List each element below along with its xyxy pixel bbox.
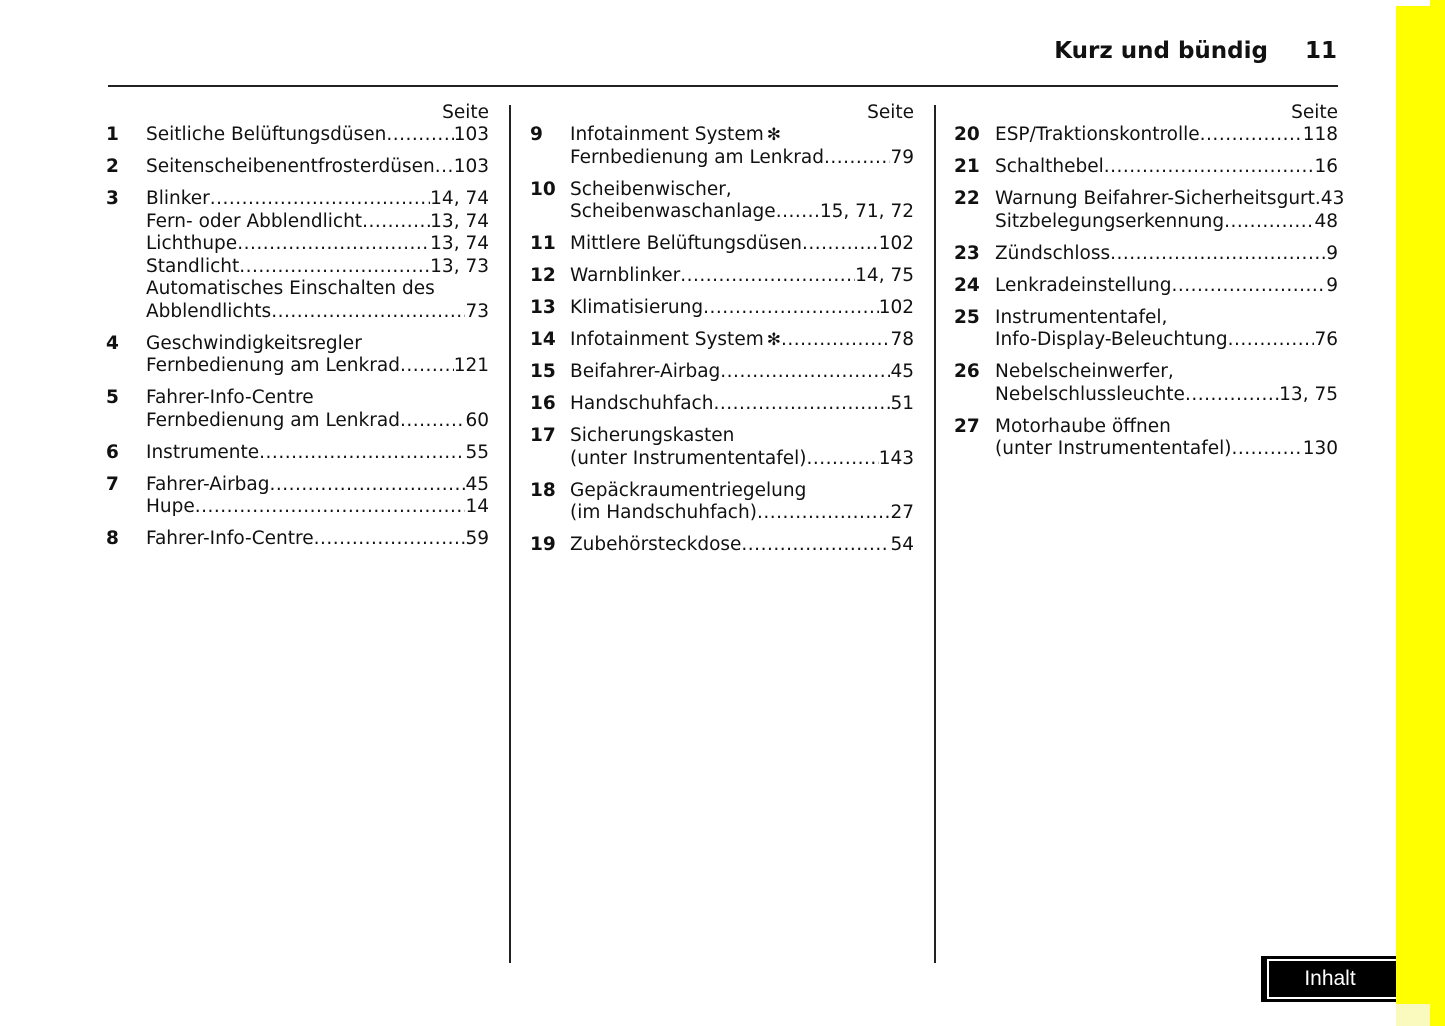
index-entry[interactable] <box>106 528 489 551</box>
entry-label: Seitenscheibenentfrosterdüsen <box>146 156 435 177</box>
entry-line <box>146 333 489 356</box>
entry-line <box>995 438 1338 461</box>
entry-line <box>570 233 914 256</box>
index-entry[interactable] <box>530 393 914 416</box>
entry-label: Abblendlichts <box>146 300 272 322</box>
entry-line <box>570 534 914 557</box>
dot-leader <box>400 410 466 433</box>
entry-label: Nebelscheinwerfer, <box>995 361 1174 382</box>
index-entry[interactable] <box>954 275 1338 298</box>
entry-page-ref[interactable]: 9 <box>1326 274 1338 296</box>
entry-page-ref[interactable]: 54 <box>890 534 914 555</box>
entry-label: ESP/Traktionskontrolle <box>995 124 1200 145</box>
index-entry[interactable] <box>954 124 1338 147</box>
entry-line <box>146 124 489 147</box>
entry-page-ref[interactable]: 13, 75 <box>1279 383 1338 405</box>
entry-page-ref[interactable]: 13, 74 <box>430 210 489 232</box>
entry-label: Zündschloss <box>995 242 1111 264</box>
entry-line <box>146 387 489 410</box>
entry-number: 2 <box>106 156 119 177</box>
entry-page-ref[interactable]: 45 <box>890 361 914 382</box>
entry-page-ref[interactable]: 103 <box>453 124 489 145</box>
dot-leader <box>824 147 891 170</box>
dot-leader <box>386 124 453 147</box>
index-entry[interactable] <box>106 333 489 378</box>
entry-line <box>995 329 1338 352</box>
entry-label: Motorhaube öffnen <box>995 415 1171 437</box>
infotainment-symbol-icon: ✻ <box>766 125 781 145</box>
entry-page-ref[interactable]: 76 <box>1314 329 1338 350</box>
index-entry[interactable] <box>954 416 1338 461</box>
entry-line <box>146 256 489 279</box>
dot-leader <box>271 301 465 324</box>
entry-label: Nebelschlussleuchte <box>995 383 1185 405</box>
entry-number: 19 <box>530 534 556 555</box>
entry-page-ref[interactable]: 143 <box>878 447 914 469</box>
index-entry[interactable] <box>530 297 914 320</box>
entry-page-ref[interactable]: 102 <box>878 233 914 254</box>
dot-leader <box>210 188 430 211</box>
dot-leader <box>757 502 891 525</box>
entry-number: 24 <box>954 274 980 296</box>
entry-number: 22 <box>954 188 980 209</box>
dot-leader <box>314 528 466 551</box>
entry-label: Instrumententafel, <box>995 306 1168 328</box>
entry-page-ref[interactable]: 13, 73 <box>430 255 489 277</box>
header-divider <box>108 85 1338 87</box>
entry-line <box>146 355 489 378</box>
entry-label: Scheibenwaschanlage <box>570 201 776 222</box>
entry-line <box>995 243 1338 266</box>
entry-number: 4 <box>106 332 119 354</box>
dot-leader <box>1104 156 1315 179</box>
entry-number: 11 <box>530 233 556 254</box>
entry-page-ref[interactable]: 27 <box>890 502 914 523</box>
entry-page-ref[interactable]: 45 <box>465 473 489 495</box>
entry-line <box>570 480 914 503</box>
entry-number: 15 <box>530 361 556 382</box>
entry-page-ref[interactable]: 14, 75 <box>855 265 914 286</box>
entry-label: Seitliche Belüftungsdüsen <box>146 124 387 145</box>
entry-label: Warnblinker <box>570 265 681 286</box>
entry-number: 10 <box>530 178 556 200</box>
entry-line <box>146 211 489 234</box>
entry-number: 8 <box>106 528 119 549</box>
entry-page-ref[interactable]: 121 <box>453 355 489 376</box>
entry-label: (unter Instrumententafel) <box>570 447 807 469</box>
entry-page-ref[interactable]: 59 <box>465 528 489 549</box>
dot-leader <box>802 233 879 256</box>
dot-leader <box>239 256 430 279</box>
entry-number: 9 <box>530 124 543 145</box>
dot-leader <box>781 329 890 352</box>
entry-line <box>146 301 489 324</box>
infotainment-symbol-icon: ✻ <box>766 330 781 350</box>
entry-line <box>570 265 914 288</box>
entry-number: 5 <box>106 387 119 408</box>
entry-number: 1 <box>106 124 119 145</box>
entry-number: 23 <box>954 242 980 264</box>
entry-line <box>995 188 1345 211</box>
dot-leader <box>1110 243 1326 266</box>
index-entry[interactable] <box>106 387 489 432</box>
entry-number: 3 <box>106 188 119 209</box>
dot-leader <box>1185 384 1279 407</box>
index-entry[interactable] <box>530 480 914 525</box>
entry-page-ref[interactable]: 102 <box>878 297 914 318</box>
entry-page-ref[interactable]: 43 <box>1320 188 1345 209</box>
entry-line <box>570 124 914 147</box>
entry-label: Hupe <box>146 496 195 517</box>
index-entry[interactable] <box>106 124 489 147</box>
entry-page-ref[interactable]: 13, 74 <box>430 233 489 254</box>
entry-label: Lichthupe <box>146 233 238 254</box>
dot-leader <box>1171 275 1326 298</box>
dot-leader <box>195 496 466 519</box>
index-column-3 <box>954 101 1345 470</box>
dot-leader <box>435 156 454 179</box>
entry-page-ref[interactable]: 48 <box>1314 210 1338 232</box>
index-entry[interactable] <box>106 188 489 323</box>
entry-label: Handschuhfach <box>570 393 714 414</box>
entry-line <box>146 233 489 256</box>
index-entry[interactable] <box>106 474 489 519</box>
entry-line <box>995 307 1338 330</box>
dot-leader <box>270 474 466 497</box>
entry-page-ref[interactable]: 79 <box>890 146 914 168</box>
entry-label: Instrumente <box>146 441 260 463</box>
entry-label: Fernbedienung am Lenkrad <box>146 355 400 376</box>
dot-leader <box>741 534 890 557</box>
entry-number: 14 <box>530 329 556 350</box>
entry-line <box>146 188 489 211</box>
entry-label: Klimatisierung <box>570 297 704 318</box>
entry-line <box>146 496 489 519</box>
dot-leader <box>776 201 820 224</box>
entry-label: Sitzbelegungserkennung <box>995 210 1225 232</box>
entry-page-ref[interactable]: 14, 74 <box>430 188 489 209</box>
entry-number: 25 <box>954 306 980 328</box>
entry-page-ref[interactable]: 73 <box>465 300 489 322</box>
index-entry[interactable] <box>106 442 489 465</box>
entry-label: Fahrer-Info-Centre <box>146 528 314 549</box>
entry-page-ref[interactable]: 14 <box>465 496 489 517</box>
entry-label: (unter Instrumententafel) <box>995 438 1232 459</box>
index-entry[interactable] <box>530 361 914 384</box>
entry-label: Mittlere Belüftungsdüsen <box>570 233 803 254</box>
seite-label: Seite <box>867 102 914 123</box>
dot-leader <box>259 442 465 465</box>
inhalt-button[interactable] <box>1261 956 1396 1002</box>
entry-label: Lenkradeinstellung <box>995 274 1172 296</box>
entry-label: Gepäckraumentriegelung <box>570 479 807 501</box>
entry-label: Beifahrer-Airbag <box>570 361 721 382</box>
entry-page-ref[interactable]: 15, 71, 72 <box>819 201 914 222</box>
dot-leader <box>807 448 879 471</box>
entry-number: 12 <box>530 265 556 286</box>
entry-label: Geschwindigkeitsregler <box>146 332 362 354</box>
entry-line <box>146 442 489 465</box>
index-entry[interactable] <box>954 361 1338 406</box>
entry-number: 13 <box>530 297 556 318</box>
entry-number: 20 <box>954 124 980 145</box>
dot-leader <box>680 265 855 288</box>
dot-leader <box>1200 124 1303 147</box>
entry-label: (im Handschuhfach) <box>570 502 757 523</box>
entry-line <box>570 393 914 416</box>
dot-leader <box>1232 438 1303 461</box>
entry-number: 18 <box>530 479 556 501</box>
entry-page-ref[interactable]: 60 <box>465 409 489 431</box>
entry-number: 21 <box>954 156 980 177</box>
dot-leader <box>703 297 879 320</box>
entry-label: Sicherungskasten <box>570 425 735 446</box>
section-title: Kurz und bündig <box>1054 38 1268 64</box>
index-entry[interactable] <box>530 265 914 288</box>
side-bar-notch-top <box>1396 0 1430 6</box>
entry-line <box>995 384 1338 407</box>
entry-line <box>995 211 1338 234</box>
dot-leader <box>237 233 430 256</box>
entry-label: Info-Display-Beleuchtung <box>995 329 1228 350</box>
entry-page-ref[interactable]: 103 <box>453 156 489 177</box>
seite-label: Seite <box>1291 102 1338 123</box>
entry-label: Blinker <box>146 188 210 209</box>
entry-label: Zubehörsteckdose <box>570 534 742 555</box>
entry-line <box>570 502 914 525</box>
entry-line <box>146 156 489 179</box>
entry-line <box>995 156 1338 179</box>
entry-line <box>146 278 489 301</box>
entry-page-ref[interactable]: 51 <box>890 393 914 414</box>
entry-label: Warnung Beifahrer-Sicherheitsgurt. <box>995 188 1321 209</box>
index-entry[interactable] <box>530 534 914 557</box>
entry-label: Infotainment System <box>570 124 764 145</box>
dot-leader <box>720 361 890 384</box>
index-entry[interactable] <box>106 156 489 179</box>
entry-line <box>570 425 914 448</box>
entry-number: 26 <box>954 361 980 382</box>
dot-leader <box>362 211 430 234</box>
entry-label: Fahrer-Airbag <box>146 473 270 495</box>
entry-line <box>146 410 489 433</box>
entry-line <box>146 528 489 551</box>
entry-label: Standlicht <box>146 255 240 277</box>
page-number: 11 <box>1304 38 1337 64</box>
column-divider <box>509 105 511 963</box>
entry-label: Schalthebel <box>995 156 1104 177</box>
entry-page-ref[interactable]: 9 <box>1326 242 1338 264</box>
entry-number: 6 <box>106 441 119 463</box>
entry-line <box>570 147 914 170</box>
index-entry[interactable] <box>530 179 914 224</box>
dot-leader <box>400 355 454 378</box>
side-color-bar <box>1396 0 1445 1026</box>
entry-line <box>570 201 914 224</box>
side-bar-notch-bottom <box>1396 1004 1430 1026</box>
inhalt-button-label: Inhalt <box>1304 967 1356 990</box>
index-entry[interactable] <box>954 156 1338 179</box>
entry-label: Automatisches Einschalten des <box>146 278 435 299</box>
entry-page-ref[interactable]: 55 <box>465 441 489 463</box>
entry-line <box>146 474 489 497</box>
entry-number: 7 <box>106 473 119 495</box>
entry-label: Fernbedienung am Lenkrad <box>570 146 824 168</box>
entry-label: Scheibenwischer, <box>570 178 732 200</box>
index-entry[interactable] <box>530 329 914 352</box>
index-entry[interactable] <box>954 307 1338 352</box>
index-entry[interactable] <box>530 425 914 470</box>
entry-page-ref[interactable]: 130 <box>1302 438 1338 459</box>
entry-line <box>995 361 1338 384</box>
entry-label: Fahrer-Info-Centre <box>146 387 314 408</box>
entry-page-ref[interactable]: 78 <box>890 329 914 350</box>
entry-number: 27 <box>954 415 980 437</box>
column-divider <box>934 105 936 963</box>
index-entry[interactable] <box>530 233 914 256</box>
dot-leader <box>713 393 890 416</box>
entry-line <box>995 275 1338 298</box>
entry-label: Infotainment System <box>570 329 764 350</box>
entry-line <box>570 179 914 202</box>
entry-line <box>570 297 914 320</box>
entry-line <box>995 124 1338 147</box>
index-entry[interactable] <box>954 188 1345 233</box>
index-column-2 <box>530 101 914 566</box>
entry-label: Fern- oder Abblendlicht <box>146 210 363 232</box>
entry-line <box>570 329 914 352</box>
index-entry[interactable] <box>954 243 1338 266</box>
dot-leader <box>1228 329 1315 352</box>
entry-page-ref[interactable]: 16 <box>1314 156 1338 177</box>
index-column-1 <box>106 101 489 560</box>
entry-number: 17 <box>530 425 556 446</box>
entry-number: 16 <box>530 393 556 414</box>
dot-leader <box>1224 211 1314 234</box>
entry-line <box>570 361 914 384</box>
index-entry[interactable] <box>530 124 914 169</box>
entry-line <box>570 448 914 471</box>
seite-label: Seite <box>442 102 489 123</box>
entry-label: Fernbedienung am Lenkrad <box>146 409 400 431</box>
entry-page-ref[interactable]: 118 <box>1302 124 1338 145</box>
entry-line <box>995 416 1338 439</box>
